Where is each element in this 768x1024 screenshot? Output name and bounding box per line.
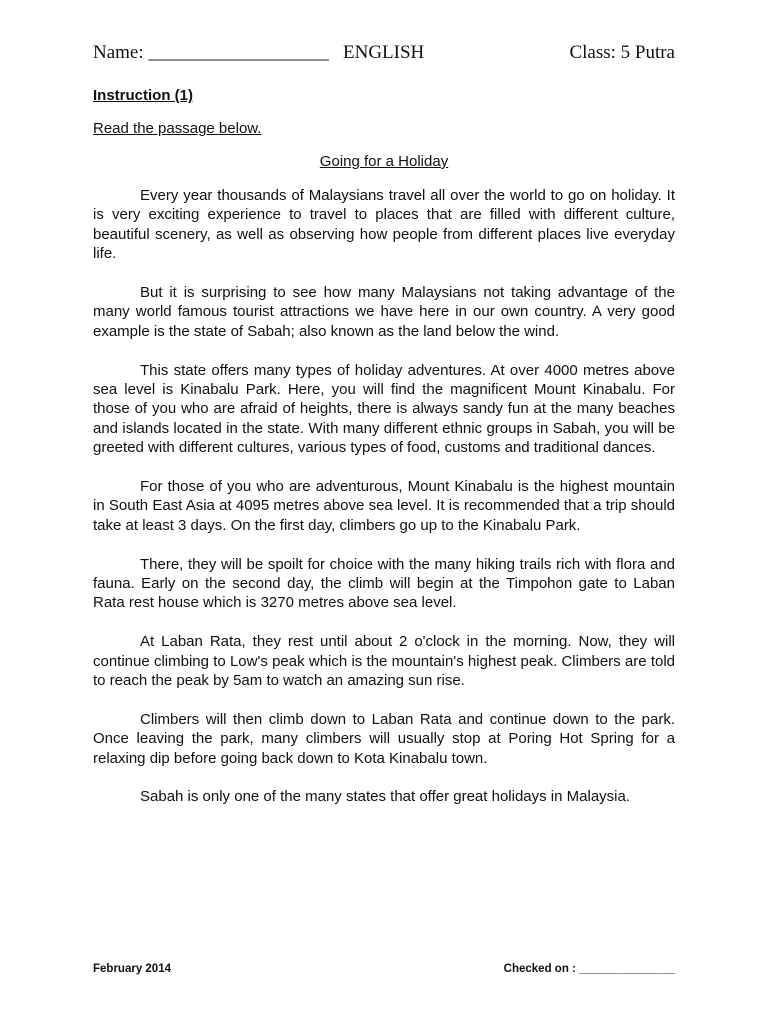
passage-paragraph-4: For those of you who are adventurous, Mount Kinabalu is the highest mountain in South East Asia at 4095 metres above sea level. It is recommended that a trip should take at least 3 days. On the first day, climbers go up to the Kinabalu Park. (93, 478, 675, 534)
passage-paragraph-6: At Laban Rata, they rest until about 2 o'clock in the morning. Now, they will continue climbing to Low's peak which is the mountain's highest peak. Climbers are told to reach the peak by 5am to watch an amazing sun rise. (93, 633, 675, 690)
passage-paragraph-3: This state offers many types of holiday adventures. At over 4000 metres above sea level is Kinabalu Park. Here, you will find the magnificent Mount Kinabalu. For those of you who are afraid of heights, there is always sandy fun at the many beaches and islands located in the state. With many different ethnic groups in Sabah, you will be greeted with different cultures, various types of food, customs and traditional dances. (93, 361, 675, 457)
passage-title: Going for a Holiday (319, 153, 449, 170)
passage-paragraph-2: But it is surprising to see how many Malaysians not taking advantage of the many world famous tourist attractions we have here in our own country. A very good example is the state of Sabah; also known as the land below the wind. (93, 284, 675, 340)
footer-date: February 2014 (93, 963, 171, 975)
passage-paragraph-1: Every year thousands of Malaysians travel all over the world to go on holiday. It is very exciting experience to travel to places that are filled with different culture, beautiful scenery, as well as observing how people from different places live everyday life. (93, 187, 675, 263)
class-label: Class: 5 Putra (569, 42, 675, 63)
passage-paragraph-5: There, they will be spoilt for choice with the many hiking trails rich with flora and fauna. Early on the second day, the climb will begin at the Timpohon gate to Laban Rata rest house which is 3270 metres above sea level. (93, 555, 675, 612)
passage-body (93, 186, 675, 826)
instruction-heading: Instruction (1) (93, 87, 193, 104)
passage-paragraph-8: Sabah is only one of the many states that offer great holidays in Malaysia. (140, 788, 631, 806)
subject-title: ENGLISH (343, 42, 425, 63)
worksheet-header (93, 42, 675, 70)
read-prompt: Read the passage below. (93, 120, 262, 137)
student-name-field: Name: ___________________ (93, 42, 329, 63)
checked-on-field: Checked on : _______________ (503, 963, 675, 975)
passage-paragraph-7: Climbers will then climb down to Laban Rata and continue down to the park. Once leaving the park, many climbers will usually stop at Poring Hot Spring for a relaxing dip before going back down to Kota Kinabalu town. (93, 710, 675, 767)
